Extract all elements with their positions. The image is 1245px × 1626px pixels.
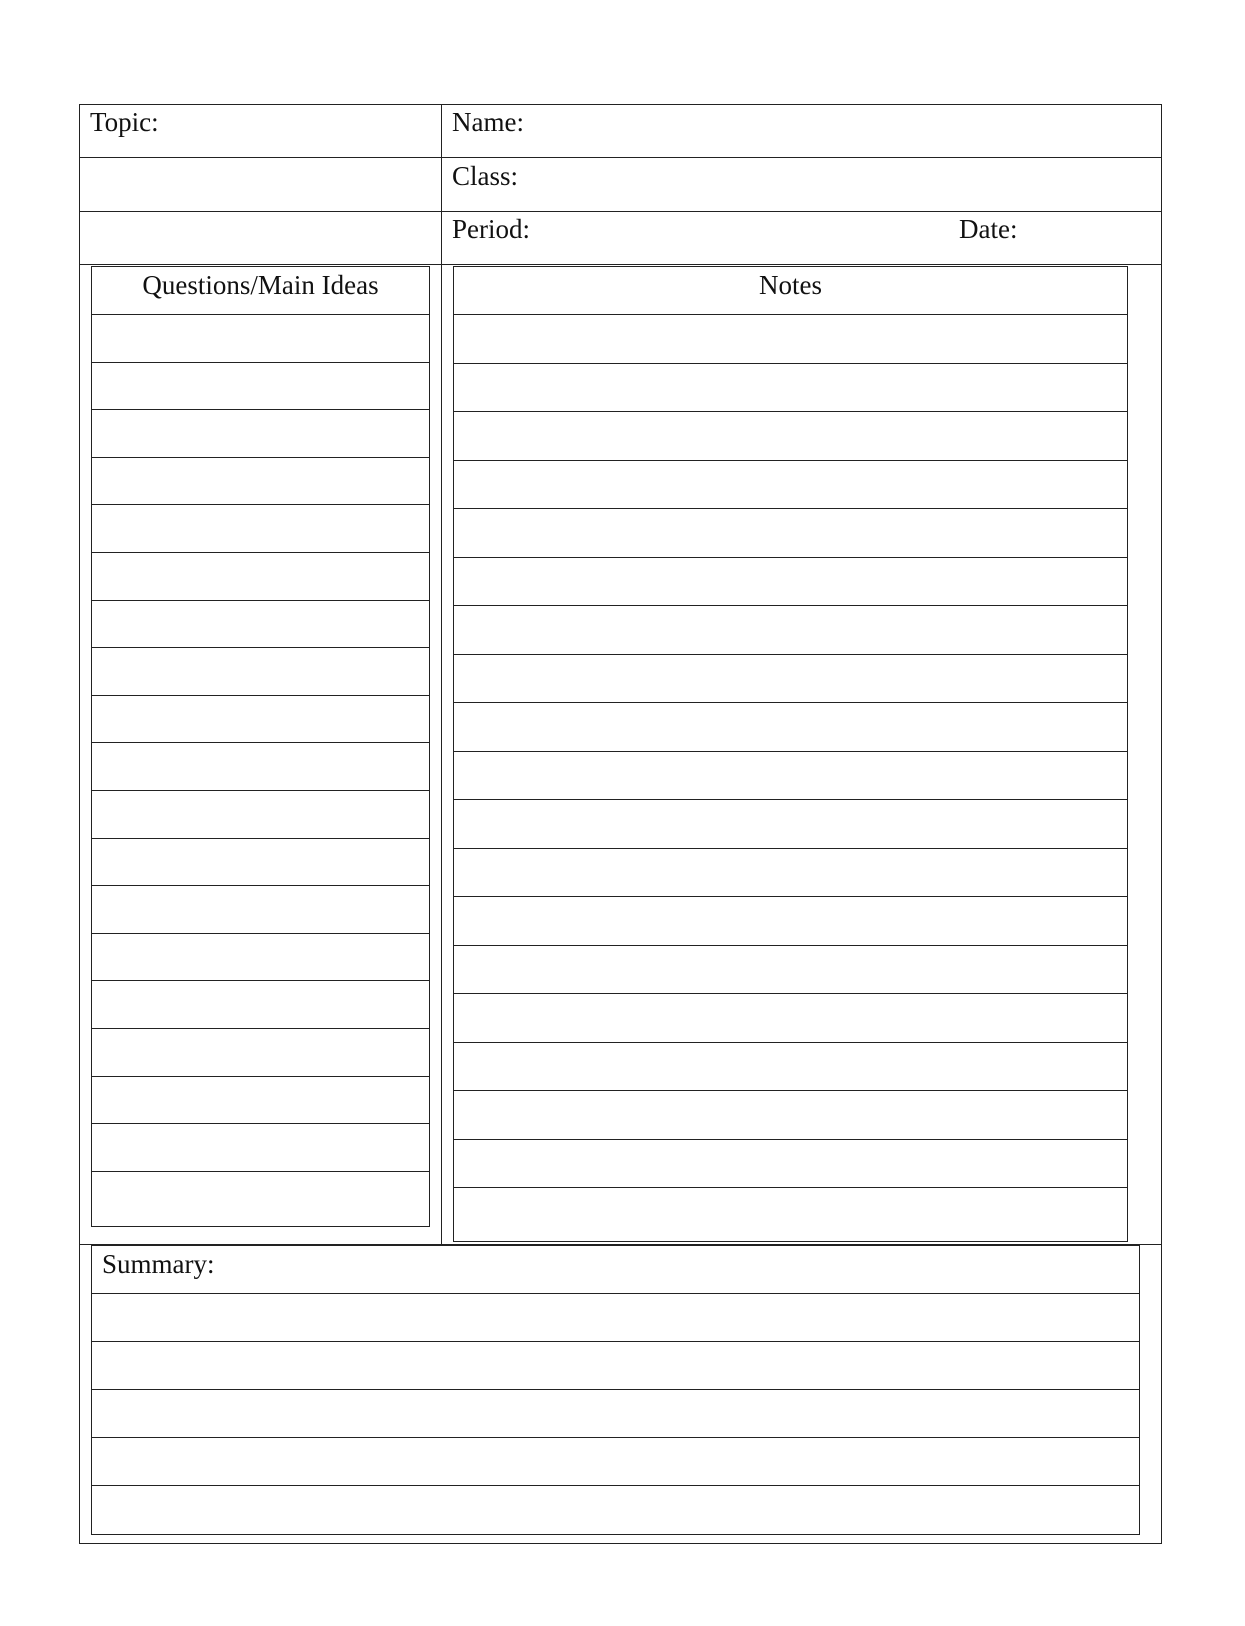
- notes-line: [454, 702, 1127, 703]
- questions-line: [92, 838, 429, 839]
- class-label: Class:: [452, 161, 519, 191]
- questions-line: [92, 790, 429, 791]
- notes-line: [454, 799, 1127, 800]
- questions-line: [92, 314, 429, 315]
- notes-line: [454, 557, 1127, 558]
- notes-line: [454, 605, 1127, 606]
- header-divider-2: [79, 211, 1162, 212]
- notes-line: [454, 654, 1127, 655]
- notes-line: [454, 993, 1127, 994]
- summary-line: [92, 1389, 1139, 1390]
- name-label: Name:: [452, 107, 524, 137]
- summary-line: [92, 1293, 1139, 1294]
- notes-line: [454, 363, 1127, 364]
- notes-line: [454, 1090, 1127, 1091]
- questions-line: [92, 980, 429, 981]
- questions-line: [92, 504, 429, 505]
- questions-line: [92, 933, 429, 934]
- notes-column: [453, 266, 1128, 1242]
- summary-line: [92, 1485, 1139, 1486]
- questions-line: [92, 695, 429, 696]
- header-column-divider: [441, 104, 442, 1245]
- questions-line: [92, 409, 429, 410]
- date-label: Date:: [959, 214, 1018, 244]
- notes-line: [454, 1139, 1127, 1140]
- notes-line: [454, 508, 1127, 509]
- questions-line: [92, 552, 429, 553]
- questions-column: [91, 266, 430, 1227]
- questions-line: [92, 885, 429, 886]
- notes-line: [454, 751, 1127, 752]
- notes-heading: Notes: [759, 270, 822, 300]
- questions-line: [92, 600, 429, 601]
- period-label: Period:: [452, 214, 530, 244]
- summary-line: [92, 1341, 1139, 1342]
- notes-line: [454, 848, 1127, 849]
- questions-line: [92, 1123, 429, 1124]
- summary-line: [92, 1437, 1139, 1438]
- notes-line: [454, 1042, 1127, 1043]
- notes-line: [454, 896, 1127, 897]
- questions-line: [92, 1171, 429, 1172]
- notes-line: [454, 314, 1127, 315]
- questions-line: [92, 362, 429, 363]
- header-divider-3: [79, 264, 1162, 265]
- questions-line: [92, 1028, 429, 1029]
- topic-label: Topic:: [90, 107, 159, 137]
- questions-line: [92, 1076, 429, 1077]
- notes-line: [454, 945, 1127, 946]
- header-divider-1: [79, 157, 1162, 158]
- questions-line: [92, 647, 429, 648]
- questions-heading: Questions/Main Ideas: [142, 270, 379, 300]
- questions-line: [92, 742, 429, 743]
- notes-line: [454, 460, 1127, 461]
- summary-label: Summary:: [102, 1249, 215, 1279]
- notes-line: [454, 1187, 1127, 1188]
- notes-line: [454, 411, 1127, 412]
- summary-box: [91, 1245, 1140, 1535]
- questions-line: [92, 457, 429, 458]
